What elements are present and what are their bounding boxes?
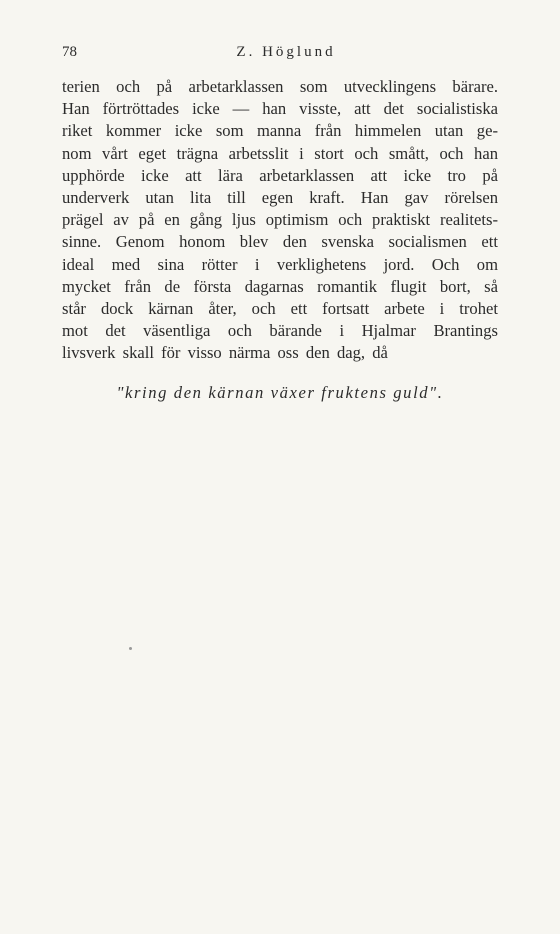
- text-line: nom vårt eget trägna arbetsslit i stort och smått, och han: [62, 143, 498, 163]
- text-line: livsverk skall för visso närma oss den dag, då: [62, 343, 388, 363]
- running-head: Z. Höglund: [236, 44, 336, 60]
- text-line: underverk utan lita till egen kraft. Han gav rörelsen: [62, 187, 498, 207]
- text-line: terien och på arbetarklassen som utvecklingens bärare.: [62, 77, 498, 96]
- text-line: sinne. Genom honom blev den svenska socialismen ett: [62, 232, 498, 252]
- closing-quote: "kring den kärnan växer fruktens guld".: [116, 383, 444, 402]
- paper-speck: [129, 647, 132, 650]
- text-line: mot det väsentliga och bärande i Hjalmar Brantings: [62, 321, 498, 341]
- text-line: upphörde icke att lära arbetarklassen att icke tro på: [62, 165, 498, 185]
- text-line: Han förtröttades icke — han visste, att det socialistiska: [62, 99, 498, 119]
- text-line: ideal med sina rötter i verklighetens jord. Och om: [62, 254, 498, 274]
- text-line: mycket från de första dagarnas romantik flugit bort, så: [62, 276, 498, 296]
- page-header: [62, 44, 498, 66]
- page-number: 78: [62, 44, 77, 60]
- text-line: står dock kärnan åter, och ett fortsatt arbete i trohet: [62, 298, 498, 318]
- body-text: [62, 76, 498, 364]
- text-line: prägel av på en gång ljus optimism och praktiskt realitets-: [62, 210, 498, 230]
- text-line: riket kommer icke som manna från himmelen utan ge-: [62, 121, 498, 141]
